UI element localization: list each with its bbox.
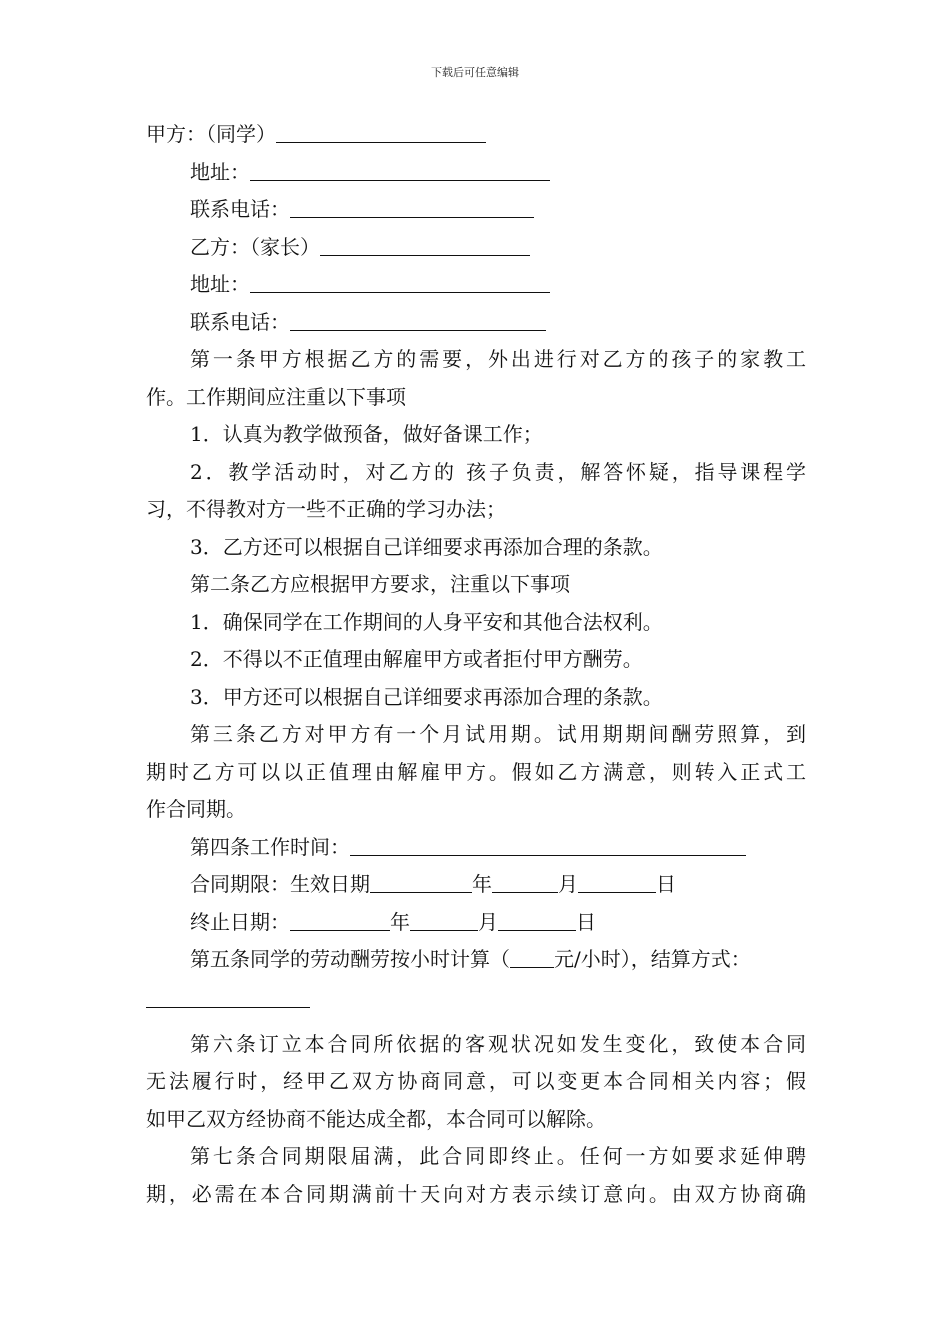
contract-line (146, 454, 806, 492)
contract-line-text: 联系电话： (190, 309, 290, 334)
contract-line-text: 3．甲方还可以根据自己详细要求再添加合理的条款。 (190, 684, 663, 709)
contract-line (146, 341, 806, 379)
day-label: 日 (656, 872, 676, 896)
effective-date-label: 合同期限：生效日期 (190, 872, 370, 896)
contract-line-text: 2．教学活动时，对乙方的 孩子负责，解答怀疑，指导课程学 (190, 459, 806, 484)
end-date-line (146, 904, 806, 942)
pay-line-unit: 元/小时），结算方式： (554, 947, 751, 971)
contract-line-text: 甲方：（同学） (146, 122, 276, 146)
settlement-method-line (146, 979, 806, 1016)
end-month-label: 月 (478, 909, 498, 934)
contract-line-text: 作。工作期间应注重以下事项 (146, 384, 406, 409)
clause-line-text: 期，必需在本合同期满前十天向对方表示续订意向。由双方协商确 (146, 1181, 806, 1206)
fill-in-blank[interactable] (350, 833, 746, 856)
end-month-blank[interactable] (410, 908, 478, 931)
fill-in-blank[interactable] (320, 233, 530, 256)
effective-date-line (146, 866, 806, 904)
contract-line-text: 地址： (190, 272, 250, 296)
contract-line-text: 第一条甲方根据乙方的需要，外出进行对乙方的孩子的家教工 (190, 347, 806, 371)
contract-line (146, 379, 806, 417)
contract-line (146, 604, 806, 642)
year-blank[interactable] (370, 870, 472, 893)
page-header: 下载后可任意编辑 (431, 66, 519, 79)
contract-line (146, 304, 806, 342)
month-blank[interactable] (492, 870, 558, 893)
contract-line-text: 第二条乙方应根据甲方要求，注重以下事项 (190, 572, 570, 596)
contract-line (146, 191, 806, 229)
contract-body (146, 116, 806, 1213)
contract-line-text: 联系电话： (190, 197, 290, 221)
contract-line-text: 习，不得教对方一些不正确的学习办法； (146, 497, 506, 521)
fill-in-blank[interactable] (276, 120, 486, 143)
pay-line-pre: 第五条同学的劳动酬劳按小时计算（ (190, 947, 510, 971)
contract-line (146, 416, 806, 454)
settlement-method-blank[interactable] (146, 985, 310, 1008)
clause-line-text: 如甲乙双方经协商不能达成全都，本合同可以解除。 (146, 1106, 606, 1131)
end-year-label: 年 (390, 909, 410, 934)
end-year-blank[interactable] (290, 908, 390, 931)
clause-line-text: 第六条订立本合同所依据的客观状况如发生变化，致使本合同 (190, 1031, 806, 1056)
end-day-blank[interactable] (498, 908, 576, 931)
contract-line-text: 作合同期。 (146, 797, 246, 821)
contract-line-text: 乙方：（家长） (190, 234, 320, 259)
contract-line (146, 829, 806, 867)
day-blank[interactable] (578, 870, 656, 893)
contract-line (146, 679, 806, 717)
clause-line (146, 1176, 806, 1214)
end-date-label: 终止日期： (190, 909, 290, 934)
contract-line-text: 地址： (190, 159, 250, 184)
contract-line (146, 791, 806, 829)
contract-line-text: 3．乙方还可以根据自己详细要求再添加合理的条款。 (190, 534, 663, 559)
fill-in-blank[interactable] (290, 195, 534, 218)
contract-line (146, 716, 806, 754)
fill-in-blank[interactable] (290, 308, 546, 331)
month-label: 月 (558, 872, 578, 896)
contract-tail-lines (146, 1026, 806, 1214)
pay-line (146, 941, 806, 979)
contract-line-text: 1．确保同学在工作期间的人身平安和其他合法权利。 (190, 609, 663, 634)
contract-line-text: 1．认真为教学做预备，做好备课工作； (190, 422, 543, 446)
contract-line (146, 229, 806, 267)
contract-line (146, 491, 806, 529)
contract-line-text: 第三条乙方对甲方有一个月试用期。试用期期间酬劳照算，到 (190, 722, 806, 746)
contract-line (146, 116, 806, 154)
year-label: 年 (472, 872, 492, 896)
contract-line-text: 第四条工作时间： (190, 834, 350, 859)
contract-lines (146, 116, 806, 866)
clause-line-text: 无法履行时，经甲乙双方协商同意，可以变更本合同相关内容；假 (146, 1069, 806, 1093)
contract-line (146, 154, 806, 192)
contract-line-text: 2．不得以不正值理由解雇甲方或者拒付甲方酬劳。 (190, 647, 643, 671)
clause-line (146, 1026, 806, 1064)
contract-line-text: 期时乙方可以以正值理由解雇甲方。假如乙方满意，则转入正式工 (146, 759, 806, 784)
clause-line (146, 1138, 806, 1176)
clause-line (146, 1101, 806, 1139)
contract-line (146, 641, 806, 679)
contract-line (146, 529, 806, 567)
fill-in-blank[interactable] (250, 270, 550, 293)
contract-line (146, 566, 806, 604)
fill-in-blank[interactable] (250, 158, 550, 181)
clause-line (146, 1063, 806, 1101)
contract-line (146, 266, 806, 304)
end-day-label: 日 (576, 909, 596, 934)
contract-line (146, 754, 806, 792)
hourly-rate-blank[interactable] (510, 945, 554, 968)
clause-line-text: 第七条合同期限届满，此合同即终止。任何一方如要求延伸聘 (190, 1144, 806, 1168)
